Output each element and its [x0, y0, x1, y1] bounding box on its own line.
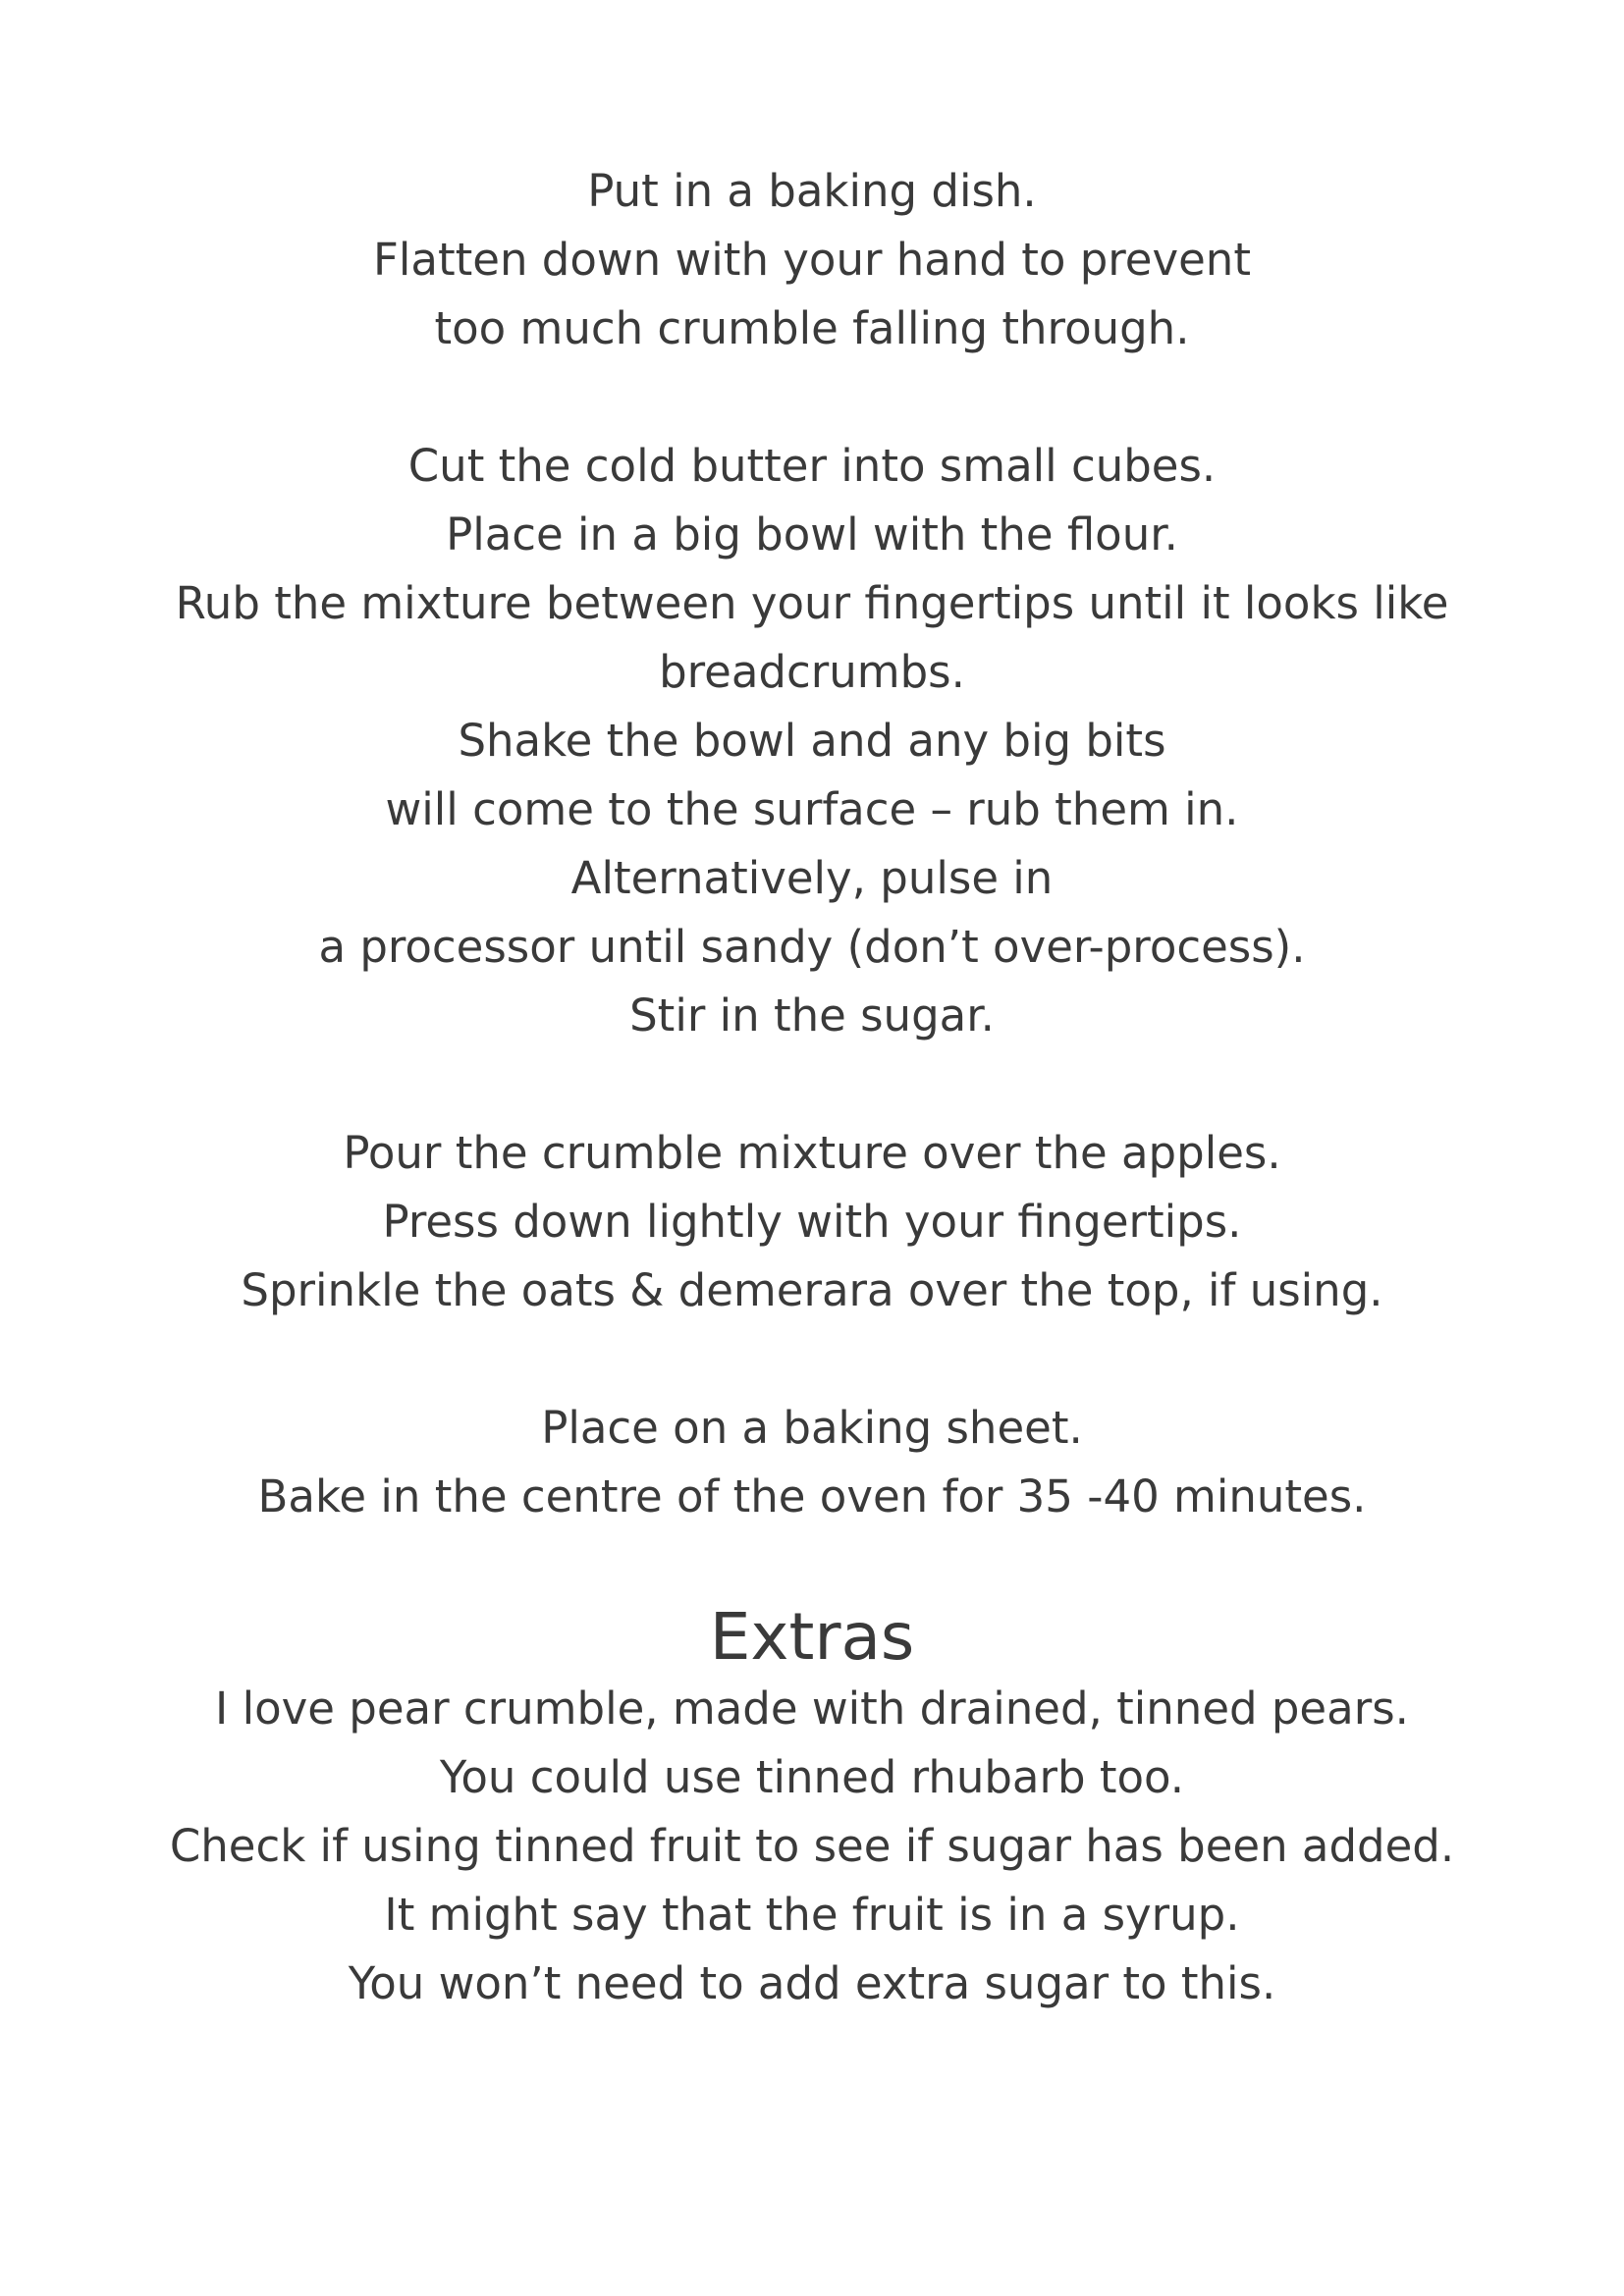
method-step-baking-dish: [0, 157, 1624, 363]
text-line: Alternatively, pulse in: [570, 852, 1054, 904]
extras-heading: Extras: [709, 1599, 915, 1675]
method-step-topping: [0, 1119, 1624, 1325]
text-line: Stir in the sugar.: [629, 989, 995, 1041]
text-line: Place in a big bowl with the flour.: [446, 508, 1178, 561]
text-line: Cut the cold butter into small cubes.: [407, 440, 1217, 492]
text-line: Check if using tinned fruit to see if sugar has been added.: [169, 1820, 1455, 1872]
text-line: too much crumble falling through.: [434, 302, 1190, 354]
text-line: Place on a baking sheet.: [541, 1402, 1083, 1454]
text-line: breadcrumbs.: [659, 646, 965, 698]
text-line: Flatten down with your hand to prevent: [373, 234, 1251, 286]
method-step-bake: [0, 1394, 1624, 1531]
paragraph-gap: [0, 363, 1624, 432]
text-line: Press down lightly with your fingertips.: [382, 1196, 1242, 1248]
text-line: Shake the bowl and any big bits: [458, 715, 1166, 767]
text-line: Pour the crumble mixture over the apples.: [343, 1127, 1281, 1179]
method-step-crumble-mix: [0, 432, 1624, 1050]
text-line: Sprinkle the oats & demerara over the top, if using.: [241, 1264, 1383, 1316]
recipe-method-page: [0, 157, 1624, 2018]
paragraph-gap: [0, 1050, 1624, 1119]
text-line: Rub the mixture between your fingertips until it looks like: [175, 577, 1449, 629]
extras-section: [0, 1675, 1624, 2018]
text-line: a processor until sandy (don’t over-process).: [318, 921, 1306, 973]
text-line: Bake in the centre of the oven for 35 -40 minutes.: [257, 1470, 1367, 1522]
text-line: Put in a baking dish.: [587, 165, 1037, 217]
paragraph-gap: [0, 1325, 1624, 1394]
text-line: You could use tinned rhubarb too.: [439, 1751, 1185, 1803]
text-line: You won’t need to add extra sugar to this.: [348, 1957, 1276, 2009]
text-line: will come to the surface – rub them in.: [385, 783, 1239, 835]
text-line: I love pear crumble, made with drained, tinned pears.: [215, 1682, 1409, 1735]
text-line: It might say that the fruit is in a syrup.: [384, 1889, 1240, 1941]
